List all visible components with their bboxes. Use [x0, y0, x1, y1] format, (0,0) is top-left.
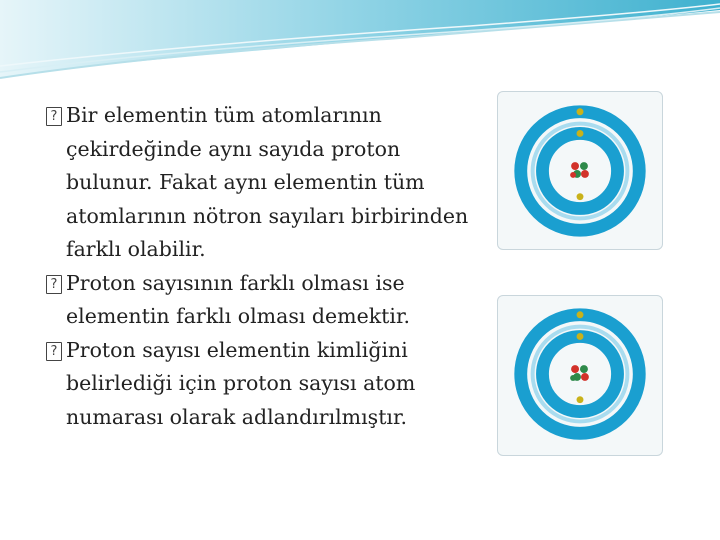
atom-model-icon — [498, 92, 662, 249]
atom-model-icon — [498, 296, 662, 455]
bullet-list — [46, 99, 486, 434]
header-wave-decoration — [0, 0, 720, 90]
bullet-text: Proton sayısı elementin kimliğini belirlediği için proton sayısı atom numarası olarak adlandırılmıştır. — [66, 337, 416, 429]
bullet-item — [46, 334, 486, 435]
bullet-glyph-icon: ? — [46, 107, 62, 126]
atom-model-image — [497, 91, 663, 250]
bullet-glyph-icon: ? — [46, 342, 62, 361]
bullet-text: Bir elementin tüm atomlarının çekirdeğinde aynı sayıda proton bulunur. Fakat aynı elementin tüm atomlarının nötron sayıları birbirinden farklı olabilir. — [66, 103, 469, 261]
bullet-glyph-icon: ? — [46, 275, 62, 294]
bullet-item — [46, 267, 486, 334]
atom-model-image — [497, 295, 663, 456]
bullet-item — [46, 99, 486, 267]
bullet-text: Proton sayısının farklı olması ise elementin farklı olması demektir. — [66, 270, 411, 328]
